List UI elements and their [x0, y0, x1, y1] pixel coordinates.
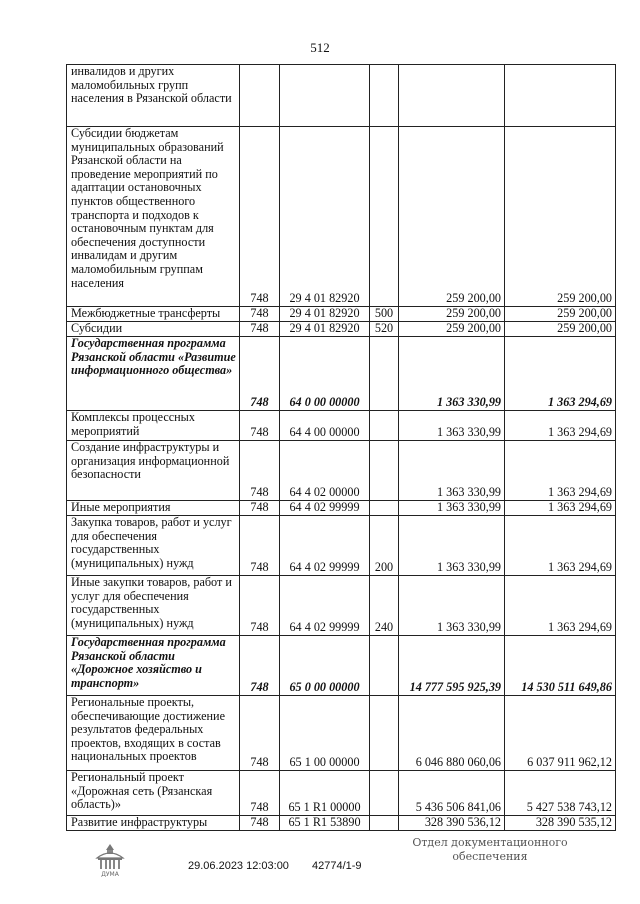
row-vr-cell	[370, 441, 399, 501]
footer-datetime: 29.06.2023 12:03:00	[188, 860, 289, 872]
row-ved-cell: 748	[240, 696, 280, 771]
row-vr-cell	[370, 696, 399, 771]
row-vr-cell	[370, 636, 399, 696]
row-ved-cell: 748	[240, 322, 280, 337]
table-row	[67, 816, 616, 831]
stamp-line-2: обеспечения	[452, 850, 528, 863]
row-name-cell: Субсидии бюджетам муниципальных образований Рязанской области на проведение мероприятий по адаптации остановочных пунктов общественного транспорта и подходов к остановочным пунктам для обеспечения доступности инвалидам и другим маломобильным группам населения	[67, 127, 240, 307]
row-year1-cell: 1 363 330,99	[399, 411, 505, 441]
row-year1-cell: 259 200,00	[399, 307, 505, 322]
row-csr-cell: 64 4 02 99999	[280, 516, 370, 576]
row-ved-cell: 748	[240, 636, 280, 696]
row-csr-cell: 29 4 01 82920	[280, 127, 370, 307]
table-row	[67, 576, 616, 636]
table-row	[67, 322, 616, 337]
row-year2-cell: 6 037 911 962,12	[505, 696, 616, 771]
row-vr-cell	[370, 337, 399, 411]
table-row	[67, 771, 616, 816]
row-ved-cell: 748	[240, 127, 280, 307]
row-name-cell: Создание инфраструктуры и организация информационной безопасности	[67, 441, 240, 501]
row-year1-cell: 14 777 595 925,39	[399, 636, 505, 696]
duma-logo-icon	[93, 842, 127, 878]
row-vr-cell: 500	[370, 307, 399, 322]
row-name-cell: Государственная программа Рязанской области «Развитие информационного общества»	[67, 337, 240, 411]
row-year2-cell: 1 363 294,69	[505, 501, 616, 516]
row-year2-cell: 1 363 294,69	[505, 337, 616, 411]
row-ved-cell: 748	[240, 337, 280, 411]
table-row	[67, 501, 616, 516]
footer-document-code: 42774/1-9	[312, 860, 362, 872]
row-ved-cell: 748	[240, 816, 280, 831]
row-vr-cell	[370, 127, 399, 307]
row-csr-cell: 64 4 00 00000	[280, 411, 370, 441]
row-vr-cell: 200	[370, 516, 399, 576]
row-year1-cell: 5 436 506 841,06	[399, 771, 505, 816]
row-name-cell: Закупка товаров, работ и услуг для обеспечения государственных (муниципальных) нужд	[67, 516, 240, 576]
row-ved-cell: 748	[240, 411, 280, 441]
budget-table	[66, 64, 616, 831]
row-year1-cell: 1 363 330,99	[399, 441, 505, 501]
row-year2-cell	[505, 65, 616, 127]
row-year2-cell: 259 200,00	[505, 322, 616, 337]
table-row	[67, 337, 616, 411]
row-ved-cell: 748	[240, 576, 280, 636]
row-ved-cell	[240, 65, 280, 127]
row-year1-cell: 1 363 330,99	[399, 516, 505, 576]
row-year1-cell: 1 363 330,99	[399, 576, 505, 636]
row-name-cell: Иные закупки товаров, работ и услуг для обеспечения государственных (муниципальных) нужд	[67, 576, 240, 636]
row-csr-cell: 64 4 02 99999	[280, 576, 370, 636]
page-number: 512	[310, 40, 330, 55]
row-year2-cell: 1 363 294,69	[505, 411, 616, 441]
table-row	[67, 441, 616, 501]
side-margin-text	[620, 70, 634, 850]
table-row	[67, 636, 616, 696]
row-name-cell: Государственная программа Рязанской области «Дорожное хозяйство и транспорт»	[67, 636, 240, 696]
row-ved-cell: 748	[240, 771, 280, 816]
row-ved-cell: 748	[240, 441, 280, 501]
table-row	[67, 411, 616, 441]
row-csr-cell: 29 4 01 82920	[280, 322, 370, 337]
row-ved-cell: 748	[240, 307, 280, 322]
row-vr-cell	[370, 771, 399, 816]
row-csr-cell: 29 4 01 82920	[280, 307, 370, 322]
row-year2-cell: 328 390 535,12	[505, 816, 616, 831]
row-year1-cell: 1 363 330,99	[399, 337, 505, 411]
row-year2-cell: 259 200,00	[505, 307, 616, 322]
row-csr-cell: 64 4 02 99999	[280, 501, 370, 516]
row-vr-cell	[370, 65, 399, 127]
row-year2-cell: 5 427 538 743,12	[505, 771, 616, 816]
row-vr-cell: 240	[370, 576, 399, 636]
row-name-cell: Региональные проекты, обеспечивающие достижение результатов федеральных проектов, входящих в состав национальных проектов	[67, 696, 240, 771]
row-vr-cell	[370, 816, 399, 831]
row-name-cell: Региональный проект «Дорожная сеть (Рязанская область)»	[67, 771, 240, 816]
row-year1-cell: 259 200,00	[399, 127, 505, 307]
row-csr-cell: 65 1 R1 53890	[280, 816, 370, 831]
table-row	[67, 127, 616, 307]
row-name-cell: Межбюджетные трансферты	[67, 307, 240, 322]
row-year2-cell: 259 200,00	[505, 127, 616, 307]
row-name-cell: Субсидии	[67, 322, 240, 337]
row-name-cell: Развитие инфраструктуры	[67, 816, 240, 831]
row-year1-cell: 328 390 536,12	[399, 816, 505, 831]
row-year2-cell: 14 530 511 649,86	[505, 636, 616, 696]
table-row	[67, 65, 616, 127]
row-csr-cell: 65 1 00 00000	[280, 696, 370, 771]
row-csr-cell	[280, 65, 370, 127]
row-year1-cell: 1 363 330,99	[399, 501, 505, 516]
row-vr-cell: 520	[370, 322, 399, 337]
row-csr-cell: 65 1 R1 00000	[280, 771, 370, 816]
row-year1-cell: 259 200,00	[399, 322, 505, 337]
row-year1-cell: 6 046 880 060,06	[399, 696, 505, 771]
row-year2-cell: 1 363 294,69	[505, 576, 616, 636]
row-name-cell: Комплексы процессных мероприятий	[67, 411, 240, 441]
row-csr-cell: 65 0 00 00000	[280, 636, 370, 696]
row-name-cell: Иные мероприятия	[67, 501, 240, 516]
stamp-line-1: Отдел документационного	[412, 836, 568, 849]
row-year1-cell	[399, 65, 505, 127]
row-ved-cell: 748	[240, 516, 280, 576]
row-year2-cell: 1 363 294,69	[505, 441, 616, 501]
table-row	[67, 696, 616, 771]
row-name-cell: инвалидов и других маломобильных групп населения в Рязанской области	[67, 65, 240, 127]
row-csr-cell: 64 4 02 00000	[280, 441, 370, 501]
footer-stamp	[410, 836, 570, 864]
row-year2-cell: 1 363 294,69	[505, 516, 616, 576]
row-ved-cell: 748	[240, 501, 280, 516]
row-csr-cell: 64 0 00 00000	[280, 337, 370, 411]
row-vr-cell	[370, 411, 399, 441]
logo-text: ДУМА	[101, 871, 119, 878]
table-row	[67, 307, 616, 322]
table-row	[67, 516, 616, 576]
row-vr-cell	[370, 501, 399, 516]
table-body	[67, 65, 616, 831]
